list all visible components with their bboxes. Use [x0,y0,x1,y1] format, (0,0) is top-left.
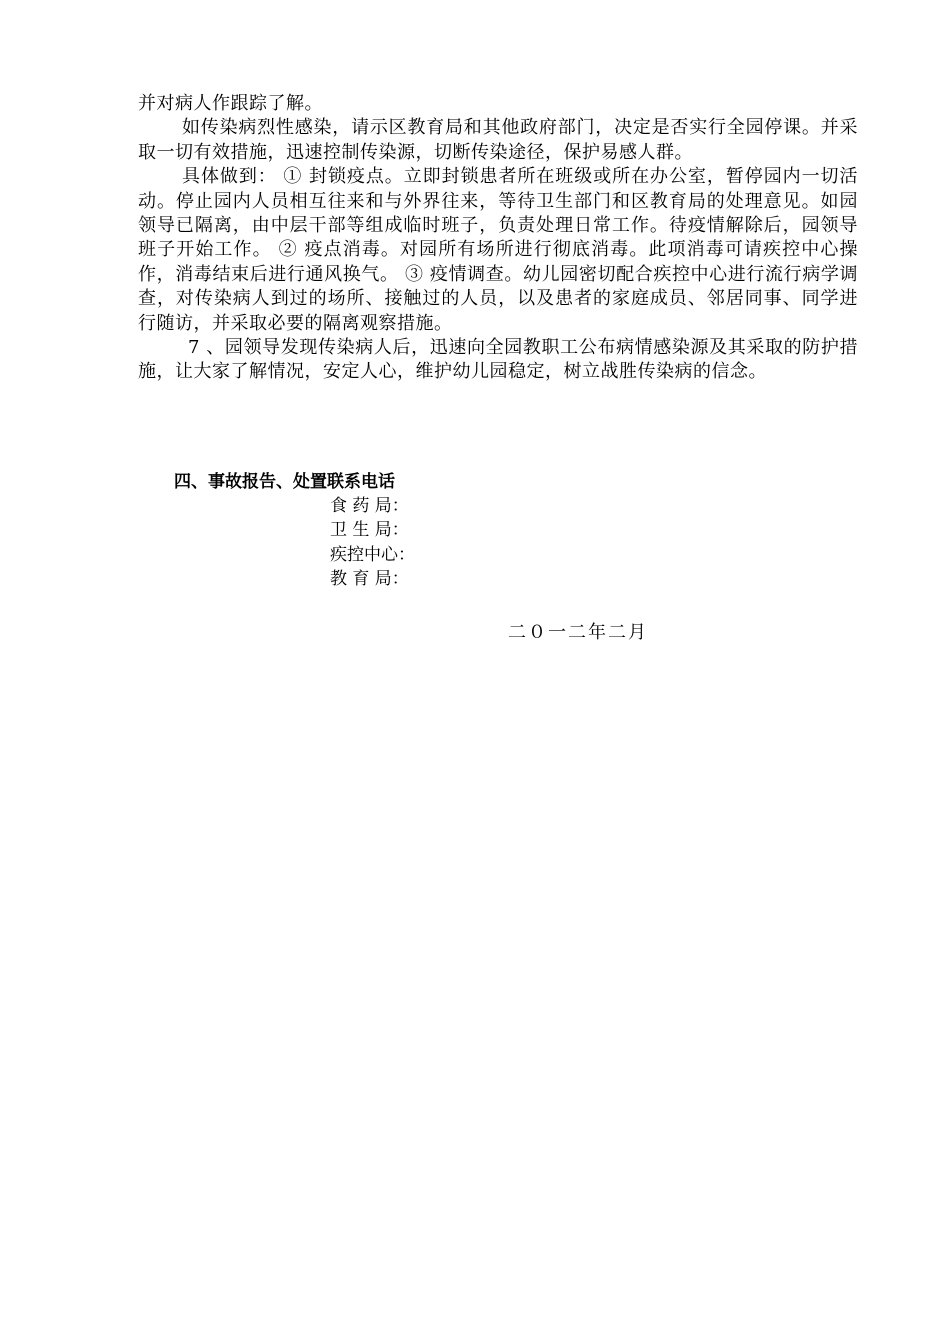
contact-health-bureau: 卫 生 局： [330,520,409,541]
contact-food-drug-bureau: 食 药 局： [330,496,409,516]
document-body [138,92,858,385]
contact-education-bureau: 教 育 局： [330,569,409,590]
paragraph-specific-measures: 具体做到： ① 封锁疫点。立即封锁患者所在班级或所在办公室，暂停园内一切活动。停止园内人员相互往来和与外界往来，等待卫生部门和区教育局的处理意见。如园领导已隔离，由中层干部等组成临时班子，负责处理日常工作。待疫情解除后，园领导班子开始工作。 ② 疫点消毒。对园所有场所进行彻底消毒。此项消毒可请疾控中心操作，消毒结束后进行通风换气。 ③ 疫情调查。幼儿园密切配合疾控中心进行流行病学调查，对传染病人到过的场所、接触过的人员，以及患者的家庭成员、邻居同事、同学进行随访，并采取必要的隔离观察措施。 [138,166,858,334]
section-heading: 四、事故报告、处置联系电话 [174,472,395,492]
contact-cdc: 疾控中心： [330,544,415,565]
contact-list [330,494,415,592]
paragraph-severe-infection: 如传染病烈性感染，请示区教育局和其他政府部门，决定是否实行全园停课。并采取一切有效措施，迅速控制传染源，切断传染途径，保护易感人群。 [138,117,858,163]
paragraph-continuation: 并对病人作跟踪了解。 [138,93,323,114]
document-date: 二０一二年二月 [508,622,648,643]
paragraph-item-7: 7 、园领导发现传染病人后，迅速向全园教职工公布病情感染源及其采取的防护措施，让大家了解情况，安定人心，维护幼儿园稳定，树立战胜传染病的信念。 [138,337,858,383]
